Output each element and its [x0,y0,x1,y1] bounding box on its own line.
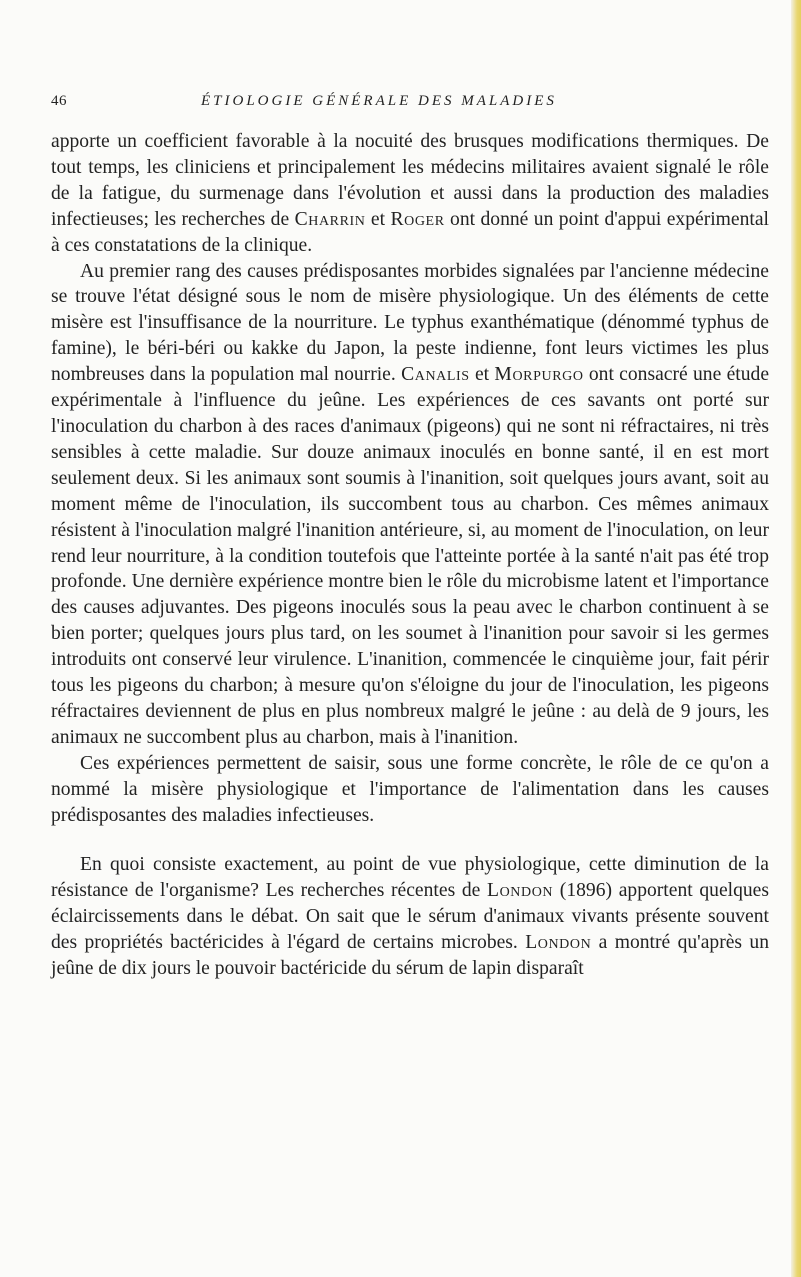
running-title: ÉTIOLOGIE GÉNÉRALE DES MALADIES [201,93,557,109]
text-segment: Au premier rang des causes prédisposantes morbides signalées par l'ancienne médecine se trouve l'état désigné sous le nom de misère physiologique. Un des éléments de cette misère est l'insuffisance de la nourriture. Le typhus exanthématique (dénommé typhus de famine), le béri-béri ou kakke du Japon, la peste indienne, font leurs victimes les plus nombreuses dans la population mal nourrie. [51,260,769,386]
body-text [51,129,769,982]
text-segment: apporte un coefficient favorable à la nocuité des brusques modifications thermiques. De tout temps, les cliniciens et principalement les médecins militaires avaient signalé le rôle de la fatigue, du surmenage dans l'évolution et aussi dans la production des maladies infectieuses; les recherches de [51,131,769,230]
paragraph-4 [51,852,769,982]
running-head [51,93,769,117]
author-name-charrin: Charrin [294,208,366,230]
text-segment: En quoi consiste exactement, au point de vue physiologique, cette diminution de la résistance de l'organisme? Les recherches récentes de [51,854,769,902]
author-name-morpurgo: Morpurgo [494,364,584,386]
paragraph-1 [51,129,769,259]
page-edge [791,0,801,1277]
paragraph-3 [51,751,769,829]
text-segment: ont consacré une étude expérimentale à l'influence du jeûne. Les expériences de ces savants ont porté sur l'inoculation du charbon à des races d'animaux (pigeons) qui ne sont ni réfractaires, ni très sensibles à cette maladie. Sur douze animaux inoculés en bonne santé, il en est mort seulement deux. Si les animaux sont soumis à l'inanition, soit quelques jours avant, soit au moment même de l'inoculation, ils succombent tous au charbon. Ces mêmes animaux résistent à l'inoculation malgré l'inanition antérieure, si, au moment de l'inoculation, on leur rend leur nourriture, à la condition toutefois que l'atteinte portée à la santé n'ait pas été trop profonde. Une dernière expérience montre bien le rôle du microbisme latent et l'importance des causes adjuvantes. Des pigeons inoculés sous la peau avec le charbon continuent à se bien porter; quelques jours plus tard, on les soumet à l'inanition pour savoir si les germes introduits ont conservé leur virulence. L'inanition, commencée le cinquième jour, fait périr tous les pigeons du charbon; à mesure qu'on s'éloigne du jour de l'inoculation, les pigeons réfractaires deviennent de plus en plus nombreux malgré le jeûne : au delà de 9 jours, les animaux ne succombent plus au charbon, mais à l'inanition. [51,364,770,748]
text-segment: et [365,208,391,230]
text-segment: Ces expériences permettent de saisir, sous une forme concrète, le rôle de ce qu'on a nommé la misère physiologique et l'importance de l'alimentation dans les causes prédisposantes des maladies infectieuses. [51,752,769,826]
page-number: 46 [51,93,67,109]
text-segment: a montré qu'après un jeûne de dix jours le pouvoir bactéricide du sérum de lapin disparaît [51,932,769,980]
text-segment: ont donné un point d'appui expérimental à ces constatations de la clinique. [51,208,769,256]
author-name-canalis: Canalis [401,364,470,386]
author-name-london: London [525,932,592,954]
author-name-london: London [487,880,554,902]
text-segment: (1896) apportent quelques éclaircissements dans le débat. On sait que le sérum d'animaux vivants présente souvent des propriétés bactéricides à l'égard de certains microbes. [51,880,769,954]
author-name-roger: Roger [390,208,445,230]
text-segment: et [469,364,495,386]
paragraph-2 [51,259,769,751]
